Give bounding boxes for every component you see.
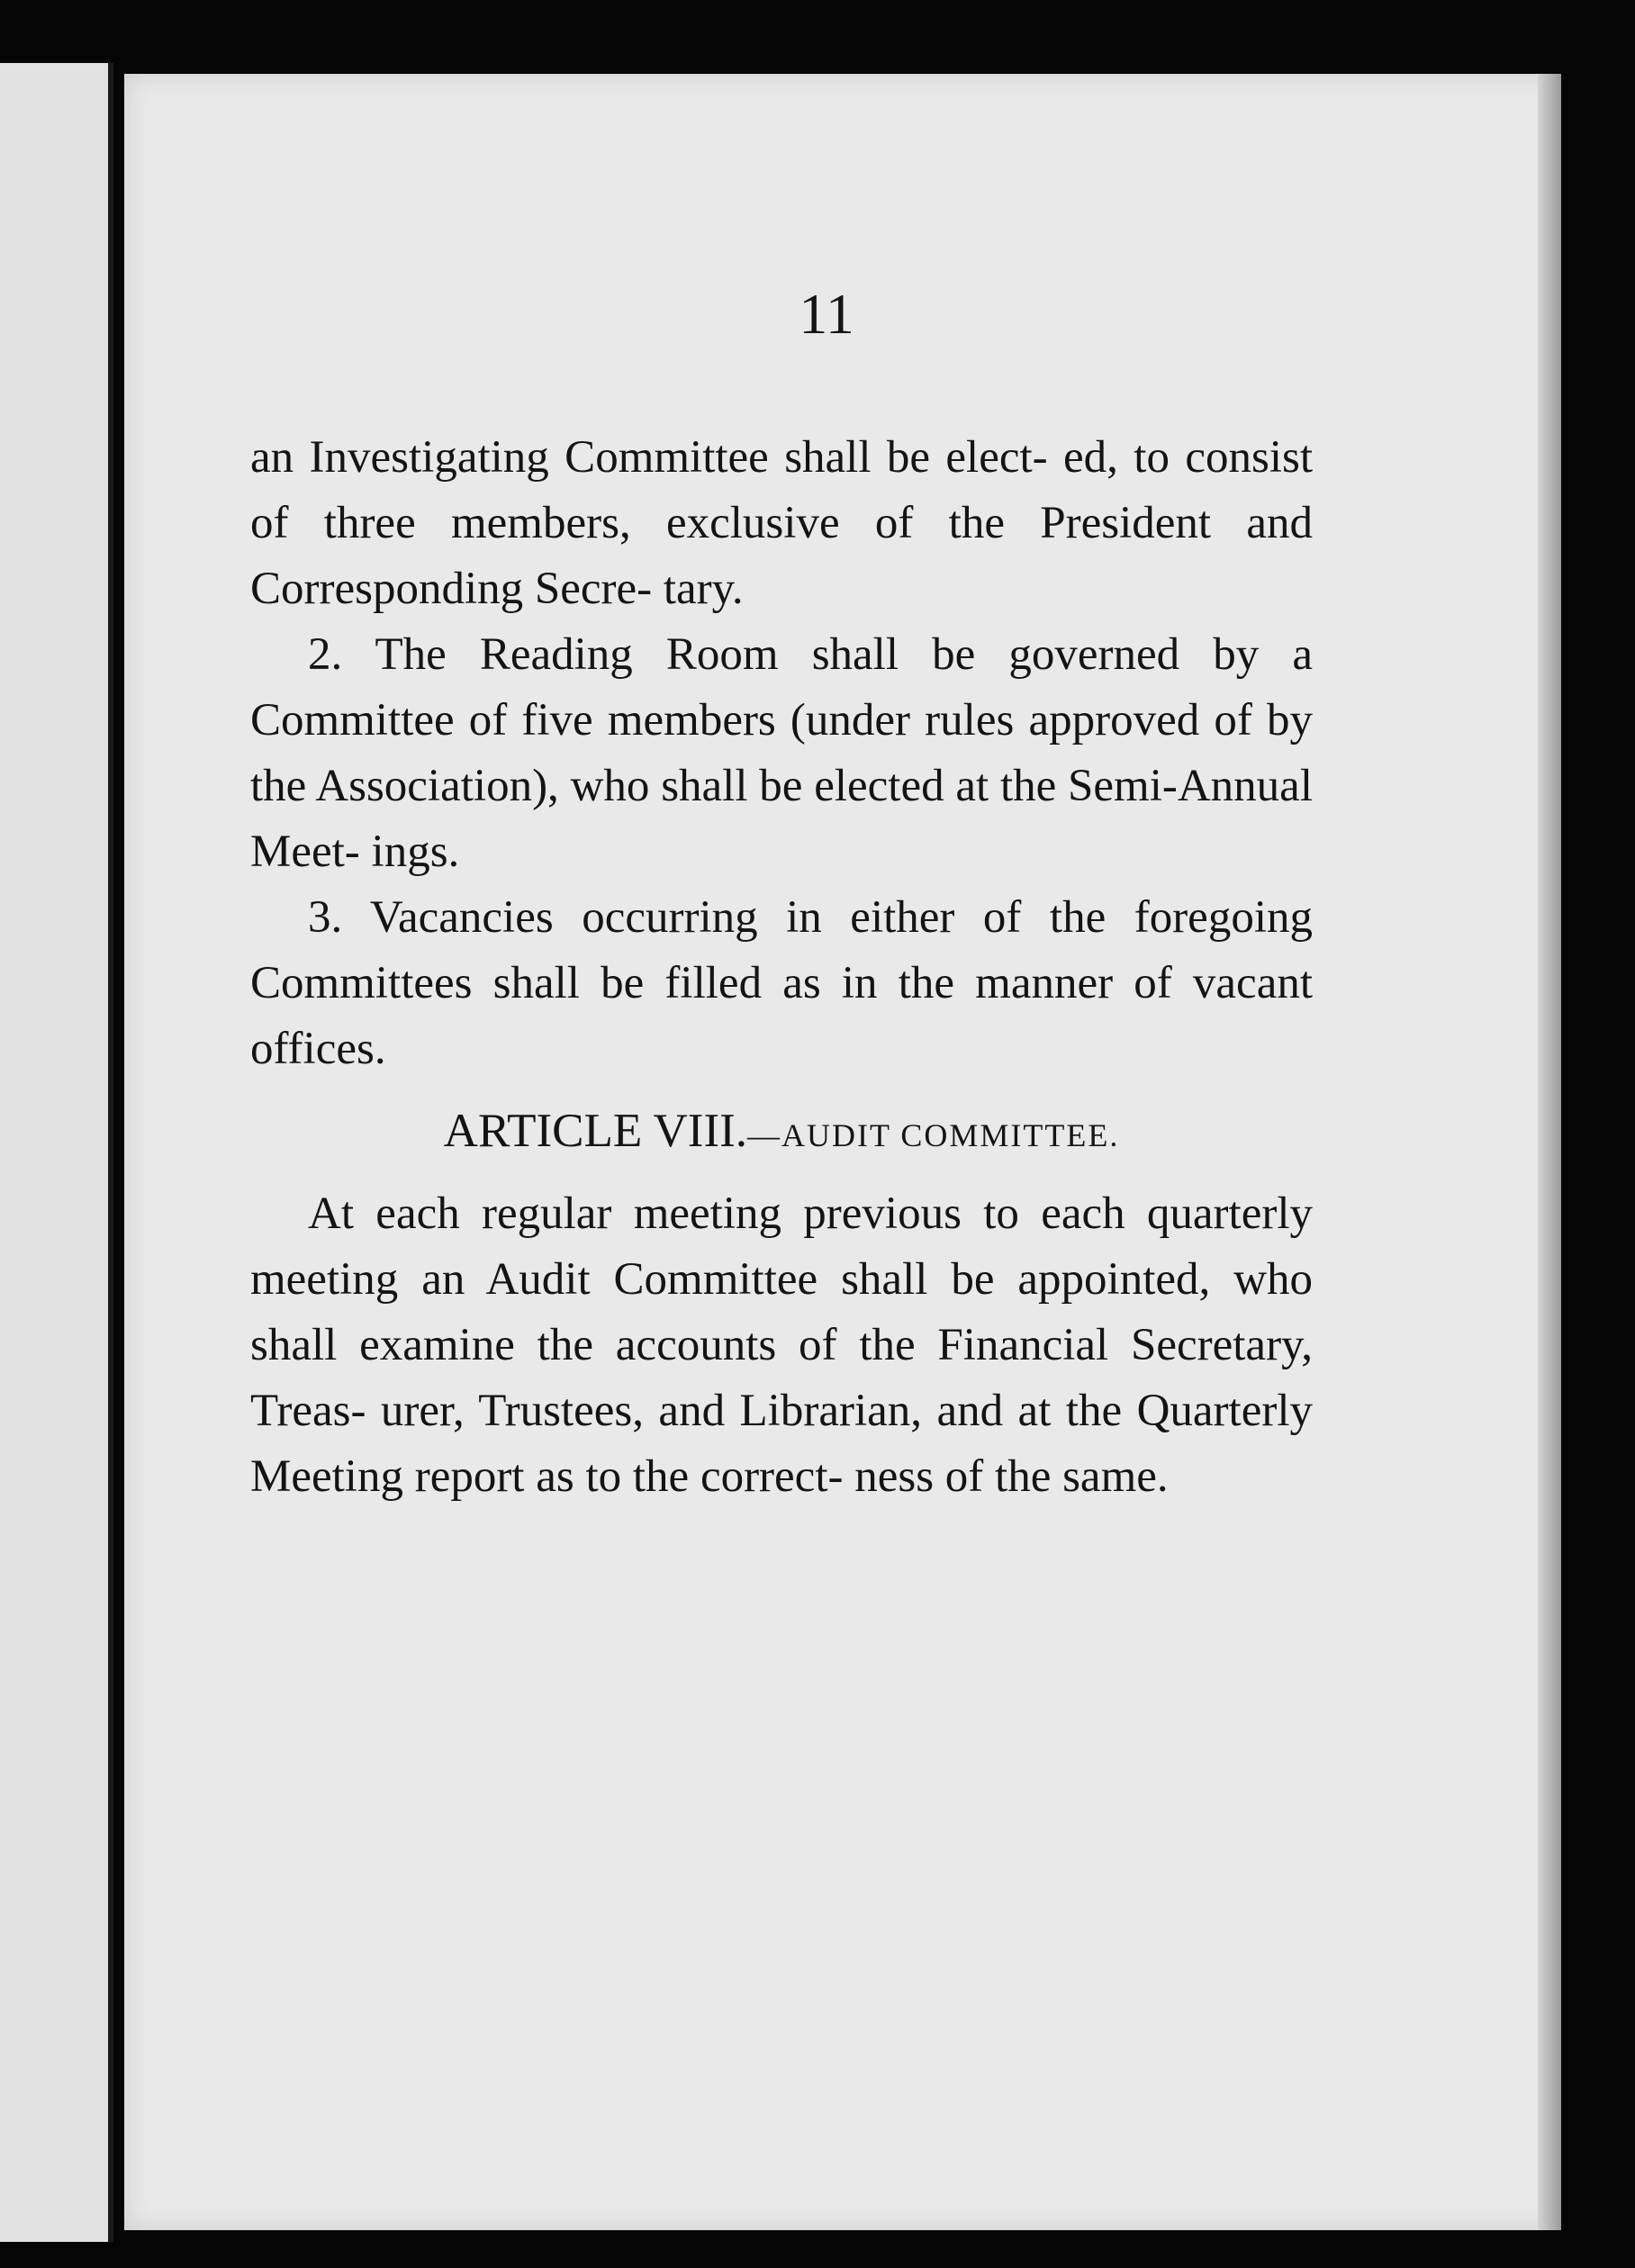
article-subtitle: —AUDIT COMMITTEE. <box>747 1117 1120 1153</box>
page-edge-shadow <box>1538 74 1561 2230</box>
paragraph-reading-room: 2. The Reading Room shall be governed by a Committee of five members (under rules approved of by the Association), who shall be elected at the Semi-Annual Meet- ings. <box>250 629 1313 877</box>
previous-page-edge <box>0 63 113 2242</box>
book-page <box>124 74 1561 2230</box>
paragraph-vacancies: 3. Vacancies occurring in either of the foregoing Committees shall be filled as in the manner of vacant offices. <box>250 892 1313 1074</box>
paragraph-investigating-committee: an Investigating Committee shall be elect- ed, to consist of three members, exclusive of the President and Corresponding Secre- tary. <box>250 432 1313 614</box>
paragraph-audit-committee: At each regular meeting previous to each quarterly meeting an Audit Committee shall be appointed, who shall examine the accounts of the Financial Secretary, Treas- urer, Trustees, and Librarian, and at the Quarterly Meeting report as to the correct- ness of the same. <box>250 1188 1313 1502</box>
page-number: 11 <box>799 282 854 346</box>
article-heading <box>250 1098 1313 1169</box>
article-title: ARTICLE VIII. <box>443 1105 748 1157</box>
page-text-block <box>250 425 1313 1510</box>
